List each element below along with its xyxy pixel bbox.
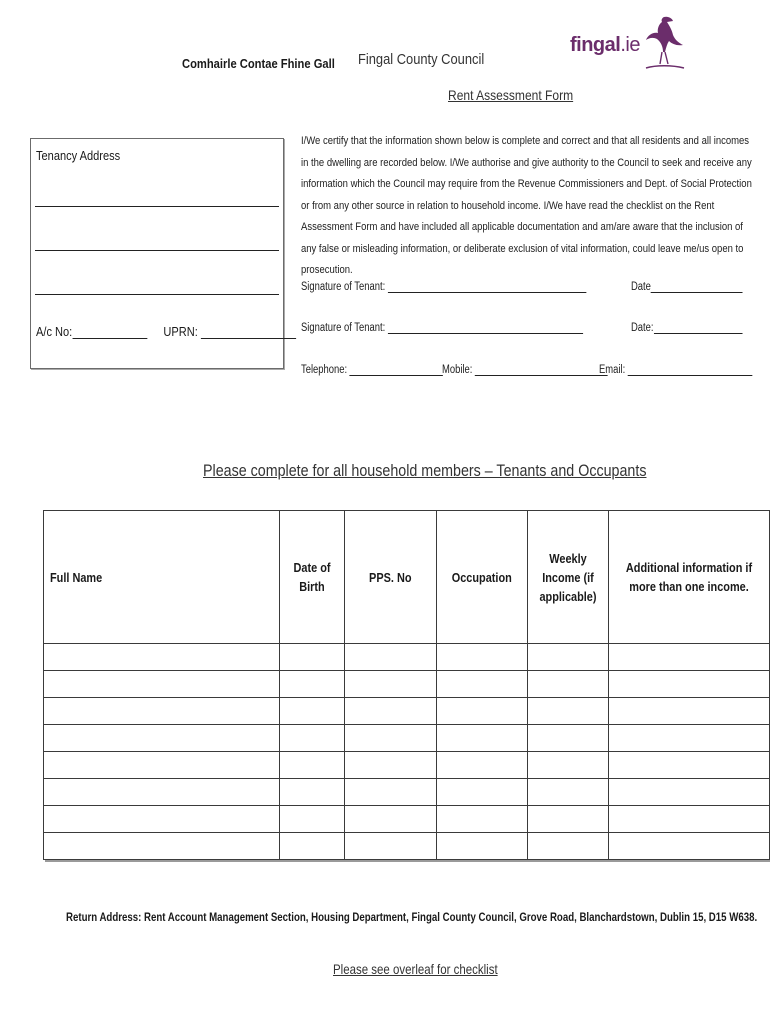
heron-icon — [642, 14, 686, 74]
table-header-row — [44, 511, 770, 644]
return-address: Return Address: Rent Account Management Section, Housing Department, Fingal County Council, Grove Road, Blanchardstown, Dublin 15, D15 W638. — [66, 912, 758, 924]
table-row — [44, 752, 770, 779]
signature-row-2 — [301, 322, 583, 334]
address-line-1[interactable] — [35, 206, 279, 207]
date-1-field[interactable] — [651, 281, 743, 293]
telephone-field[interactable] — [350, 364, 443, 376]
cell-weekly-income[interactable] — [527, 725, 608, 752]
signature-2-label: Signature of Tenant: — [301, 322, 386, 334]
cell-pps-no[interactable] — [345, 806, 437, 833]
cell-occupation[interactable] — [437, 671, 528, 698]
cell-occupation[interactable] — [437, 644, 528, 671]
cell-weekly-income[interactable] — [527, 698, 608, 725]
cell-date-of-birth[interactable] — [280, 752, 345, 779]
cell-weekly-income[interactable] — [527, 779, 608, 806]
cell-occupation[interactable] — [437, 779, 528, 806]
cell-additional-info[interactable] — [608, 779, 769, 806]
cell-additional-info[interactable] — [608, 806, 769, 833]
cell-weekly-income[interactable] — [527, 833, 608, 860]
cell-pps-no[interactable] — [345, 779, 437, 806]
logo-wordmark-bold: fingal — [570, 34, 621, 56]
table-row — [44, 671, 770, 698]
cell-date-of-birth[interactable] — [280, 644, 345, 671]
cell-additional-info[interactable] — [608, 833, 769, 860]
header-additional-info: Additional information if more than one income. — [608, 511, 769, 644]
cell-date-of-birth[interactable] — [280, 725, 345, 752]
email-field[interactable] — [628, 364, 753, 376]
cell-full-name[interactable] — [44, 725, 280, 752]
address-line-3[interactable] — [35, 294, 279, 295]
date-2-field[interactable] — [654, 322, 743, 334]
cell-occupation[interactable] — [437, 806, 528, 833]
header-full-name: Full Name — [44, 511, 280, 644]
table-row — [44, 644, 770, 671]
table-row — [44, 833, 770, 860]
cell-full-name[interactable] — [44, 833, 280, 860]
mobile-row — [442, 364, 608, 376]
tenancy-address-box — [30, 138, 284, 369]
signature-1-label: Signature of Tenant: — [301, 281, 386, 293]
table-row — [44, 725, 770, 752]
account-row — [36, 324, 296, 339]
cell-additional-info[interactable] — [608, 698, 769, 725]
telephone-label: Telephone: — [301, 364, 348, 376]
ac-no-field[interactable] — [72, 326, 147, 339]
cell-date-of-birth[interactable] — [280, 806, 345, 833]
cell-weekly-income[interactable] — [527, 644, 608, 671]
cell-weekly-income[interactable] — [527, 752, 608, 779]
ac-no-label: A/c No: — [36, 324, 73, 339]
cell-additional-info[interactable] — [608, 644, 769, 671]
signature-2-field[interactable] — [388, 322, 583, 334]
signature-row-1 — [301, 281, 586, 293]
form-title: Rent Assessment Form — [448, 87, 574, 103]
uprn-label: UPRN: — [163, 324, 198, 339]
header-pps-no: PPS. No — [345, 511, 437, 644]
cell-pps-no[interactable] — [345, 671, 437, 698]
cell-additional-info[interactable] — [608, 671, 769, 698]
members-heading: Please complete for all household members – Tenants and Occupants — [203, 461, 647, 480]
cell-occupation[interactable] — [437, 698, 528, 725]
email-label: Email: — [599, 364, 626, 376]
address-line-2[interactable] — [35, 250, 279, 251]
tenancy-address-label: Tenancy Address — [36, 148, 121, 163]
cell-date-of-birth[interactable] — [280, 779, 345, 806]
certification-text: I/We certify that the information shown below is complete and correct and that all residents and all incomes in the dwelling are recorded below. I/We authorise and give authority to the Council to seek and receive any information which the Council may require from the Revenue Commissioners and Dept. of Social Protection or from any other source in relation to household income. I/We have read the checklist on the Rent Assessment Form and have included all applicable documentation and am/are aware that the inclusion of any false or misleading information, or deliberate exclusion of vital information, could leave me/us open to prosecution. — [301, 135, 752, 276]
cell-weekly-income[interactable] — [527, 806, 608, 833]
cell-pps-no[interactable] — [345, 644, 437, 671]
cell-pps-no[interactable] — [345, 725, 437, 752]
table-row — [44, 806, 770, 833]
cell-full-name[interactable] — [44, 698, 280, 725]
cell-occupation[interactable] — [437, 752, 528, 779]
cell-additional-info[interactable] — [608, 752, 769, 779]
council-irish-name: Comhairle Contae Fhine Gall — [182, 56, 335, 71]
cell-occupation[interactable] — [437, 833, 528, 860]
logo-wordmark — [570, 34, 640, 57]
cell-full-name[interactable] — [44, 644, 280, 671]
uprn-field[interactable] — [201, 326, 296, 339]
date-1-label: Date — [631, 281, 651, 293]
header-date-of-birth: Date of Birth — [280, 511, 345, 644]
mobile-field[interactable] — [475, 364, 608, 376]
cell-full-name[interactable] — [44, 671, 280, 698]
cell-pps-no[interactable] — [345, 752, 437, 779]
table-row — [44, 779, 770, 806]
cell-pps-no[interactable] — [345, 833, 437, 860]
cell-additional-info[interactable] — [608, 725, 769, 752]
cell-full-name[interactable] — [44, 752, 280, 779]
overleaf-note: Please see overleaf for checklist — [333, 961, 498, 977]
cell-full-name[interactable] — [44, 806, 280, 833]
cell-date-of-birth[interactable] — [280, 698, 345, 725]
date-row-1 — [631, 281, 743, 293]
date-row-2 — [631, 322, 742, 334]
date-2-label: Date: — [631, 322, 654, 334]
email-row — [599, 364, 752, 376]
cell-pps-no[interactable] — [345, 698, 437, 725]
logo-wordmark-light: .ie — [620, 34, 640, 56]
cell-occupation[interactable] — [437, 725, 528, 752]
council-english-name: Fingal County Council — [358, 51, 485, 68]
header-weekly-income: Weekly Income (if applicable) — [527, 511, 608, 644]
household-members-table — [43, 510, 770, 860]
cell-date-of-birth[interactable] — [280, 671, 345, 698]
telephone-row — [301, 364, 443, 376]
fingal-logo — [566, 14, 686, 76]
signature-1-field[interactable] — [388, 281, 586, 293]
cell-full-name[interactable] — [44, 779, 280, 806]
cell-date-of-birth[interactable] — [280, 833, 345, 860]
header-occupation: Occupation — [437, 511, 528, 644]
cell-weekly-income[interactable] — [527, 671, 608, 698]
table-row — [44, 698, 770, 725]
mobile-label: Mobile: — [442, 364, 473, 376]
